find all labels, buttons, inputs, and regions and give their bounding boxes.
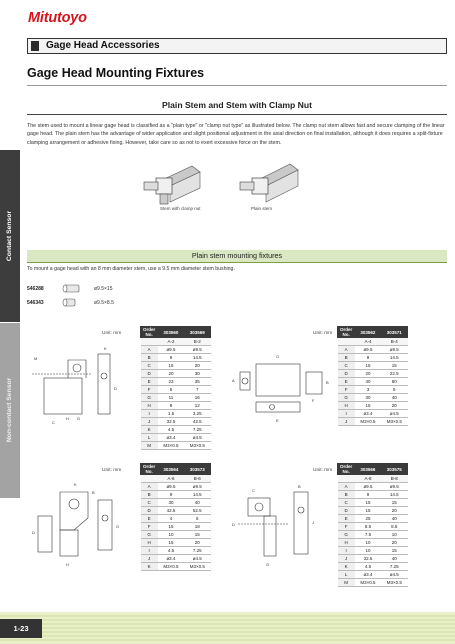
svg-text:B: B [298,484,301,489]
table-cell: B [338,354,355,362]
table-row [338,394,408,402]
table-cell: C [141,362,158,370]
table-cell: M [338,579,355,587]
svg-text:H: H [66,562,69,567]
table-cell: 3 [355,386,381,394]
spec-table-2 [140,326,211,450]
table-row [141,386,211,394]
col-header: 303573 [184,464,210,475]
table-row [338,571,408,579]
table-cell: 3.25 [184,410,210,418]
table-cell: M3×0.5 [184,563,210,571]
table-row [141,515,211,523]
intro-paragraph: The stem used to mount a linear gage head is classified as a "plain type" or "clamp nut type" as illustrated below. The clamp nut stem allows fast and secure clamping of the linear gage head. The plain stem has the advantage of wider application and slight positional adjustment in the axial direction on final installation, although it does requires a split-fixture clamping arrangement or adhesive fixing. However, take care so as not to exert excessive force on the stem. [27,123,445,146]
svg-text:F: F [312,398,315,403]
table-cell: M3×0.5 [355,418,381,426]
svg-text:M: M [34,356,38,361]
table-cell: M3×0.5 [184,442,210,450]
svg-text:C: C [252,488,255,493]
table-cell: 20 [184,539,210,547]
svg-text:C: C [52,420,55,425]
table-cell: 10 [158,531,184,539]
table-row [338,386,408,394]
table-row [141,507,211,515]
table-cell: 32.5 [355,555,381,563]
bushing-spec-2: ø9.5×8.5 [94,300,114,306]
table-cell: 42.5 [158,507,184,515]
col-header: 303569 [184,327,210,338]
svg-text:G: G [266,562,270,567]
table-cell: 11 [158,394,184,402]
table-cell: K [338,563,355,571]
table-cell: 60 [381,378,407,386]
table-cell [338,475,355,483]
table-cell: 7 [184,386,210,394]
table-row [338,555,408,563]
bushing-icon [62,284,82,293]
brand-logo: Mitutoyo [28,10,87,26]
table-cell: 7.25 [381,563,407,571]
col-header: 303566 [355,464,381,475]
table-cell: H [338,539,355,547]
table-row [338,531,408,539]
table-cell: A [338,483,355,491]
svg-text:J: J [312,520,314,525]
table-cell: A-2 [158,338,184,346]
table-cell: J [338,418,355,426]
table-row [338,579,408,587]
svg-text:B: B [92,490,95,495]
table-cell [141,338,158,346]
table-cell: ø3.4 [158,555,184,563]
table-cell: M3×0.5 [158,442,184,450]
table-cell: 15 [381,499,407,507]
table-cell: ø9.5 [158,346,184,354]
table-cell: M [141,442,158,450]
table-row [141,370,211,378]
unit-label: Unit: mm [313,468,333,473]
table-cell: 40 [355,378,381,386]
table-cell [338,338,355,346]
svg-text:G: G [77,416,81,421]
table-cell: E [338,378,355,386]
table-row [338,410,408,418]
subheading-stems: Plain Stem and Stem with Clamp Nut [27,99,447,115]
table-cell: I [338,547,355,555]
table-cell: 14.5 [184,491,210,499]
table-row [141,378,211,386]
table-cell: G [141,394,158,402]
table-cell: B-8 [381,475,407,483]
table-cell: K [141,426,158,434]
table-cell: G [338,394,355,402]
table-row [338,402,408,410]
col-header: 303562 [355,327,381,338]
table-cell: 42.5 [184,418,210,426]
table-cell: B-2 [184,338,210,346]
svg-text:D: D [32,530,35,535]
table-cell: 20 [381,507,407,515]
section-tab-marker [31,41,39,51]
svg-text:K: K [104,346,107,351]
table-row [338,563,408,571]
table-cell: F [338,523,355,531]
col-header: 303564 [158,464,184,475]
table-cell: ø3.4 [355,410,381,418]
table-cell: C [338,362,355,370]
table-cell: A [338,346,355,354]
table-cell: D [141,370,158,378]
plain-stem-drawing [240,164,298,202]
table-cell: A [141,483,158,491]
table-cell: 40 [184,499,210,507]
table-cell: 15 [158,539,184,547]
spec-table-8 [337,463,408,587]
table-cell: 16 [184,394,210,402]
fixture-4-drawing [226,350,334,430]
table-cell: 8.5 [381,523,407,531]
table-cell: ø9.5 [158,483,184,491]
fixture-6-drawing [30,478,134,570]
table-cell: C [338,499,355,507]
table-cell: ø9.5 [184,483,210,491]
bushing-part-2: 546343 [27,300,44,306]
table-row [338,346,408,354]
table-row [338,515,408,523]
svg-text:G: G [116,524,120,529]
table-cell: L [338,571,355,579]
table-cell: 5 [158,386,184,394]
table-row [338,362,408,370]
spec-table-6 [140,463,211,571]
clamp-nut-stem-drawing [144,166,200,204]
table-cell: A-8 [355,475,381,483]
table-cell: G [338,531,355,539]
table-row [338,499,408,507]
table-cell: F [141,386,158,394]
table-cell: 15 [158,523,184,531]
table-row [141,555,211,563]
table-cell: M3×0.5 [158,563,184,571]
table-cell: H [141,402,158,410]
table-row [141,402,211,410]
caption-plain-stem: Plain stem [251,206,273,211]
table-cell: 9 [158,491,184,499]
table-cell: J [141,418,158,426]
unit-label: Unit: mm [102,468,122,473]
bushing-part-1: 546288 [27,286,44,292]
table-cell: 40 [381,394,407,402]
page-number: 1-23 [0,619,42,638]
unit-label: Unit: mm [313,331,333,336]
table-row [141,426,211,434]
sidebar-label-contact: Contact Sensor [6,210,13,262]
table-cell: 9 [158,354,184,362]
table-cell: I [141,410,158,418]
caption-clamp-nut: Stem with clamp nut [160,206,201,211]
svg-text:H: H [66,416,69,421]
table-cell: A-4 [355,338,381,346]
table-row [141,491,211,499]
table-cell: H [141,539,158,547]
unit-label: Unit: mm [102,331,122,336]
title-divider [27,85,447,86]
table-cell: 15 [355,507,381,515]
table-cell: A [141,346,158,354]
table-cell: J [141,555,158,563]
table-cell: 20 [381,402,407,410]
table-cell: 10 [381,531,407,539]
table-cell: ø3.4 [158,434,184,442]
table-row [141,354,211,362]
table-cell: ø9.5 [381,483,407,491]
table-cell: 30 [158,499,184,507]
table-cell: F [338,386,355,394]
table-cell: 15 [355,362,381,370]
table-row [141,346,211,354]
table-cell: 15 [381,362,407,370]
table-cell: B-4 [381,338,407,346]
table-cell: E [141,515,158,523]
sidebar-label-noncontact: Non-contact Sensor [6,377,13,443]
table-cell: 4 [158,515,184,523]
footer-band [0,612,455,644]
table-row [141,394,211,402]
sidebar-tab-noncontact [0,323,20,498]
table-cell: 14.5 [381,354,407,362]
table-cell: I [338,410,355,418]
svg-text:D: D [114,386,117,391]
table-cell: D [338,507,355,515]
section-title: Gage Head Accessories [46,40,160,51]
table-cell: 15 [184,531,210,539]
table-cell: ø4.5 [184,434,210,442]
table-cell: M3×0.5 [381,418,407,426]
table-row [338,539,408,547]
table-cell: ø3.4 [355,571,381,579]
table-cell: ø4.5 [381,571,407,579]
svg-text:G: G [276,354,280,359]
table-cell: 32.5 [158,418,184,426]
table-cell: 9 [355,354,381,362]
table-cell: 14.5 [381,491,407,499]
table-row [141,531,211,539]
sidebar-tab-contact [0,150,20,322]
table-cell: F [141,523,158,531]
col-header: 303560 [158,327,184,338]
spec-table-4 [337,326,408,426]
table-cell: 7.25 [184,426,210,434]
table-row [141,483,211,491]
table-cell: B [141,491,158,499]
table-cell: 15 [355,499,381,507]
footer-stripes [0,612,455,644]
table-cell: ø9.5 [355,483,381,491]
table-cell: 9 [355,491,381,499]
table-cell: 1.5 [158,410,184,418]
table-cell: ø9.5 [381,346,407,354]
table-cell: 12 [184,402,210,410]
table-cell: 14.5 [184,354,210,362]
table-row [338,491,408,499]
table-row [338,507,408,515]
table-cell: ø4.5 [184,555,210,563]
col-header: Order No. [141,327,158,338]
table-cell: 35 [184,378,210,386]
table-cell: ø9.5 [184,346,210,354]
table-cell: A-6 [158,475,184,483]
table-cell: J [338,555,355,563]
table-cell: I [141,547,158,555]
table-cell: D [141,507,158,515]
svg-text:B: B [326,380,329,385]
fixtures-heading: Plain stem mounting fixtures [27,250,447,263]
table-cell: 5 [381,386,407,394]
table-cell: 4.5 [355,563,381,571]
table-cell: B [141,354,158,362]
page-title: Gage Head Mounting Fixtures [27,66,205,80]
bushing-spec-1: ø9.5×15 [94,286,113,292]
table-row [338,378,408,386]
table-cell: E [338,515,355,523]
table-cell: 40 [381,515,407,523]
table-cell: L [141,434,158,442]
col-header: Order No. [338,327,355,338]
table-row [141,523,211,531]
table-row [338,547,408,555]
table-cell: 20 [355,370,381,378]
col-header: 303575 [381,464,407,475]
table-cell: 52.5 [184,507,210,515]
mount-note: To mount a gage head with an 8 mm diameter stem, use a 9.5 mm diameter stem bushing. [27,266,235,272]
table-cell: 15 [381,547,407,555]
fixture-8-drawing [228,480,334,572]
table-cell: 7.25 [184,547,210,555]
table-cell: 15 [355,402,381,410]
table-cell: C [141,499,158,507]
table-cell: 20 [158,370,184,378]
table-cell: B [338,491,355,499]
col-header: Order No. [141,464,158,475]
table-cell: M3×0.5 [381,579,407,587]
table-row [338,523,408,531]
table-cell: D [338,370,355,378]
table-row [141,499,211,507]
table-cell: 10 [355,539,381,547]
table-row [141,410,211,418]
table-cell: B-6 [184,475,210,483]
table-row [141,362,211,370]
table-cell: 10 [355,547,381,555]
table-row [338,483,408,491]
table-cell: 15 [158,362,184,370]
table-cell: 4.5 [158,426,184,434]
table-cell: G [141,531,158,539]
table-cell: ø9.5 [355,346,381,354]
table-cell: 4.5 [158,547,184,555]
table-cell: H [338,402,355,410]
table-cell: K [141,563,158,571]
col-header: Order No. [338,464,355,475]
table-cell: 25 [355,515,381,523]
svg-text:K: K [74,482,77,487]
table-cell: 30 [184,370,210,378]
table-cell: 6 [184,515,210,523]
table-row [141,442,211,450]
table-cell: 40 [381,555,407,563]
table-row [141,434,211,442]
table-cell: 22.5 [381,370,407,378]
table-cell: 18 [184,523,210,531]
svg-text:A: A [232,378,235,383]
table-row [141,547,211,555]
table-row [141,563,211,571]
table-row [338,370,408,378]
svg-text:D: D [232,522,235,527]
table-cell: ø4.5 [381,410,407,418]
table-cell: 8 [158,402,184,410]
table-cell: 20 [184,362,210,370]
table-cell: 8.5 [355,523,381,531]
table-cell [141,475,158,483]
table-row [338,354,408,362]
table-cell: 30 [355,394,381,402]
table-row [141,539,211,547]
section-header [27,38,447,54]
table-cell: M3×0.5 [355,579,381,587]
col-header: 303571 [381,327,407,338]
table-row [338,418,408,426]
table-cell: 20 [381,539,407,547]
table-row [141,418,211,426]
bushing-icon [62,298,82,307]
fixture-2-drawing [30,340,134,432]
table-cell: 7.5 [355,531,381,539]
svg-text:E: E [276,418,279,423]
table-cell: E [141,378,158,386]
table-cell: 23 [158,378,184,386]
